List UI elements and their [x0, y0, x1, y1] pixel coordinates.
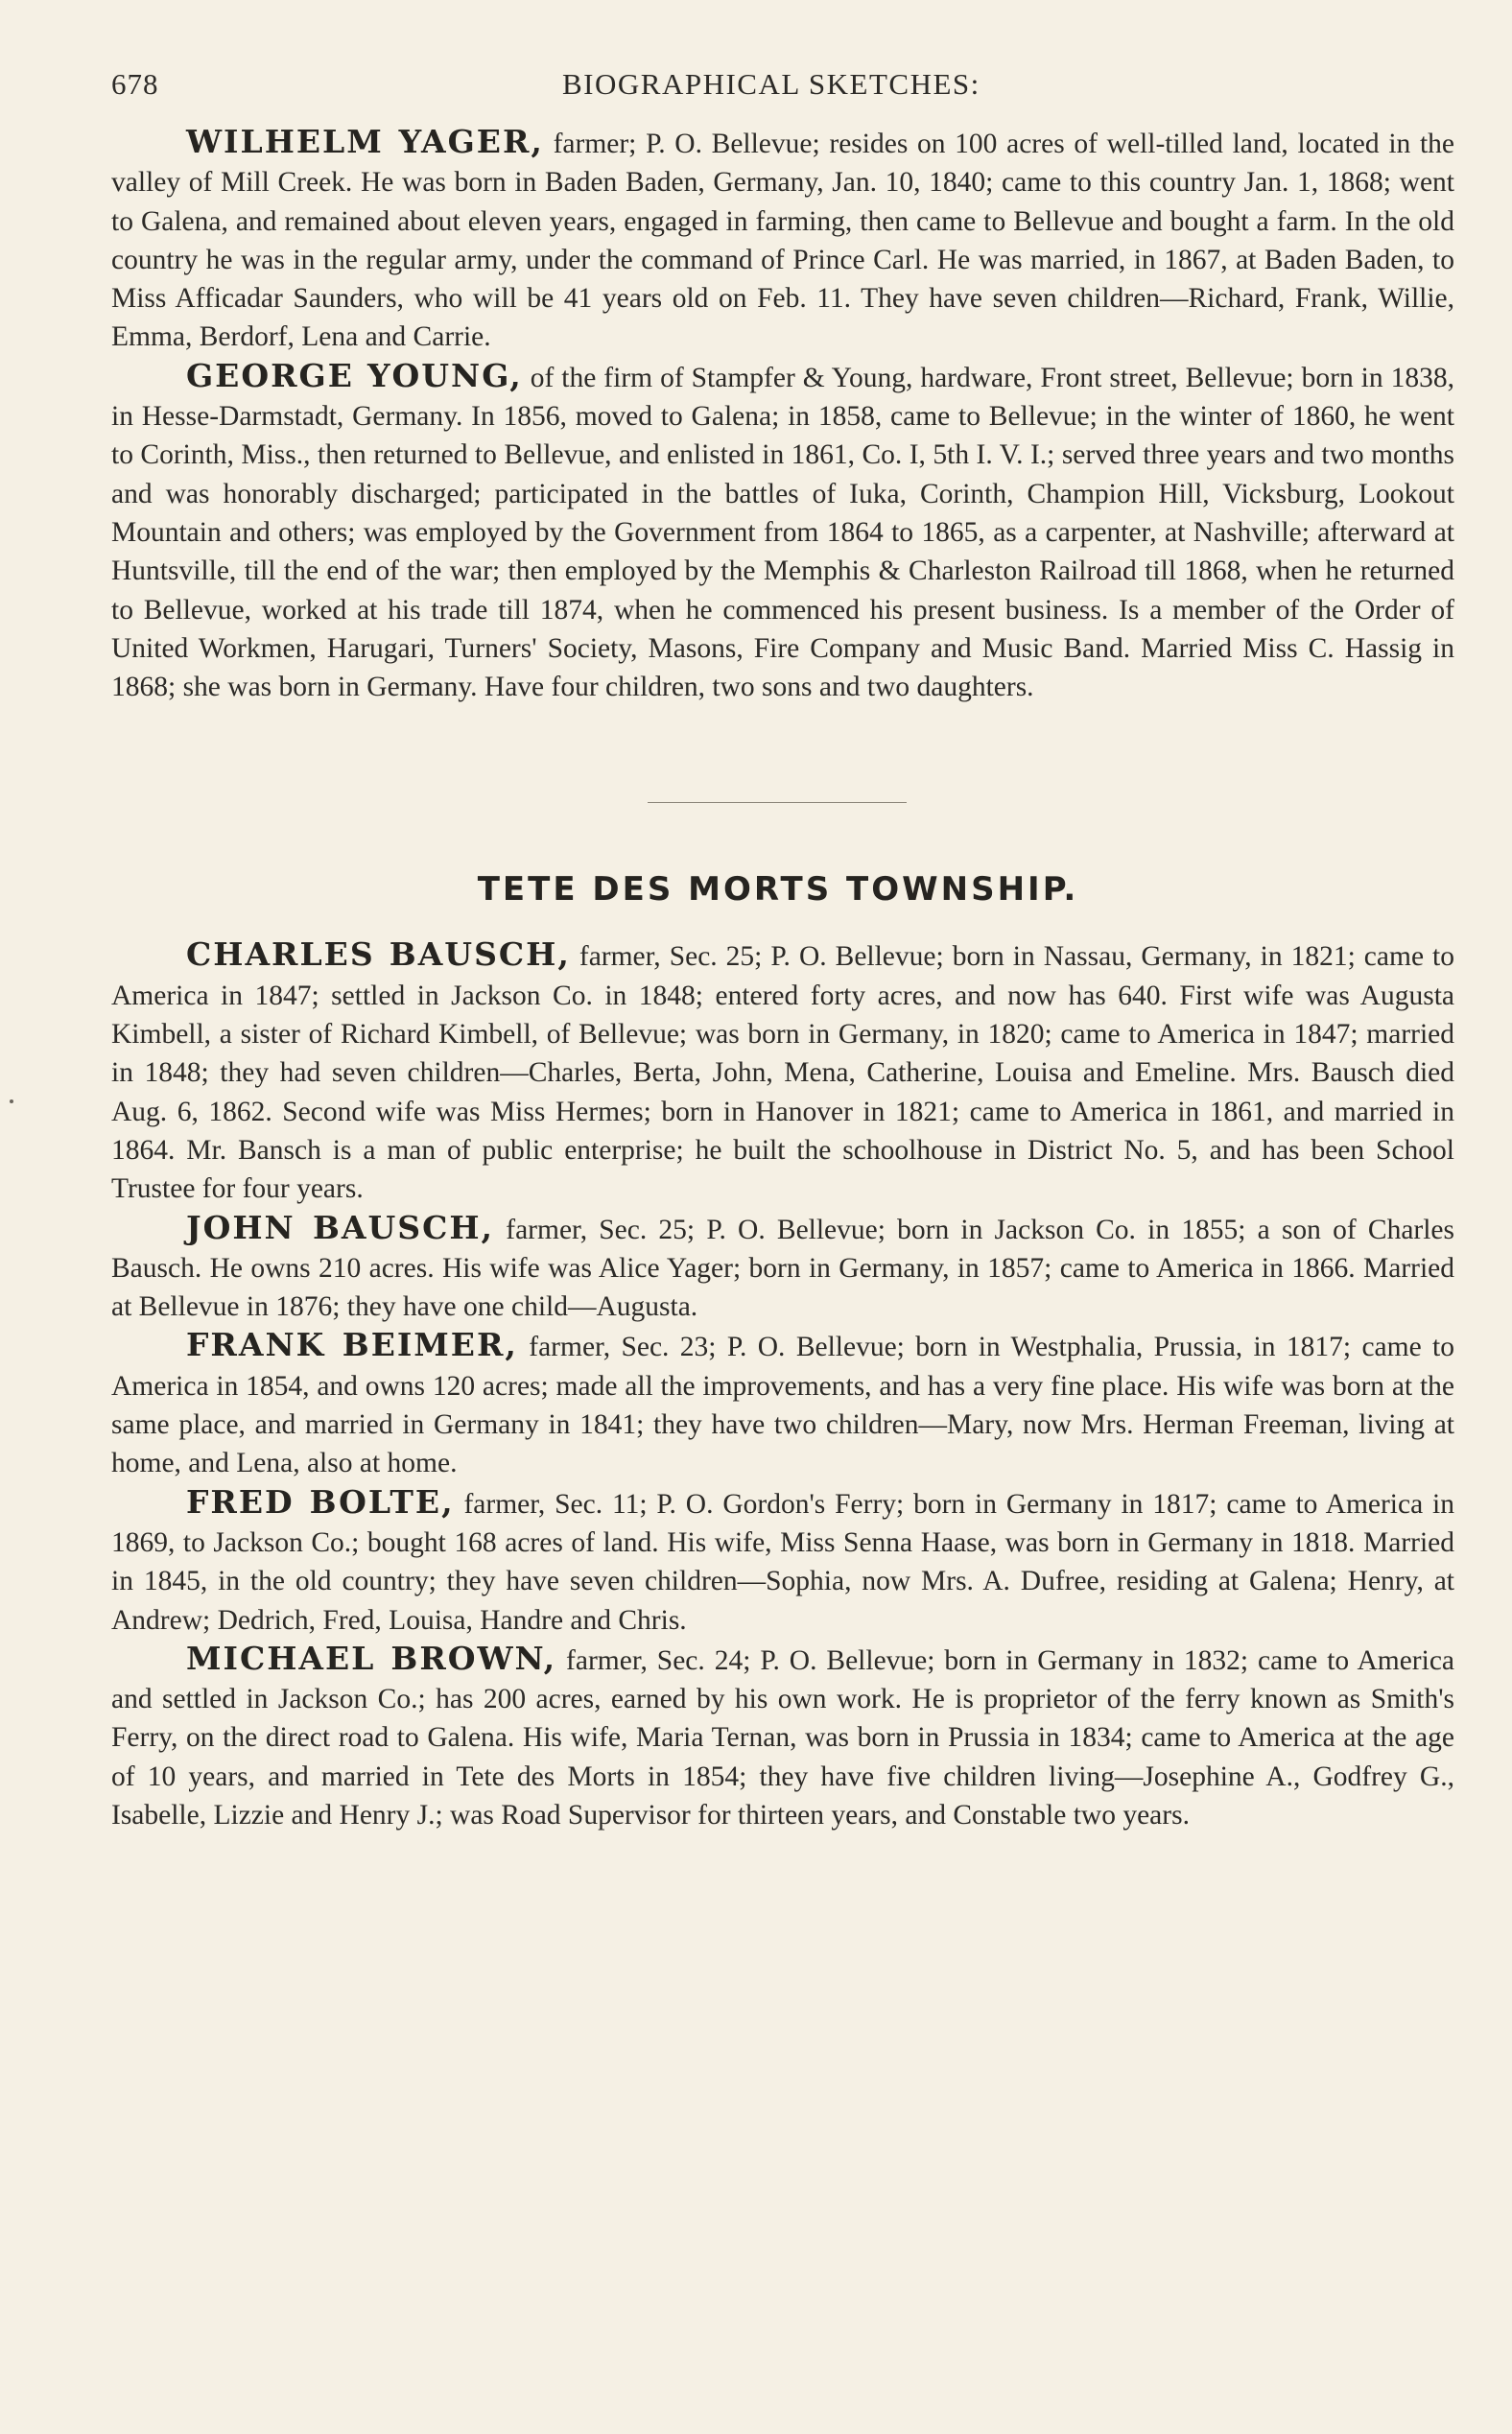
- biography-entry: [111, 1326, 1454, 1482]
- biography-text: farmer, Sec. 24; P. O. Bellevue; born in Germany in 1832; came to America and settled in Jackson Co.; has 200 acres, earned by his own work. He is proprietor of the ferry known as Smith's Ferry, on the direct road to Galena. His wife, Maria Ternan, was born in Prussia in 1834; came to America at the age of 10 years, and married in Tete des Morts in 1854; they have five children living—Josephine A., Godfrey G., Isabelle, Lizzie and Henry J.; was Road Supervisor for thirteen years, and Constable two years.: [111, 1644, 1455, 1831]
- person-name: MICHAEL BROWN,: [186, 1639, 557, 1677]
- book-page: [111, 67, 1454, 1834]
- person-name: FRED BOLTE,: [186, 1482, 455, 1521]
- running-head: [111, 67, 1454, 111]
- biography-entry: [111, 935, 1454, 1208]
- biography-section-2: [111, 935, 1454, 1834]
- biography-text: farmer, Sec. 25; P. O. Bellevue; born in Nassau, Germany, in 1821; came to America in 1847; settled in Jackson Co. in 1848; entered forty acres, and now has 640. First wife was Augusta Kimbell, a sister of Richard Kimbell, of Bellevue; was born in Germany, in 1820; came to America in 1847; married in 1848; they had seven children—Charles, Berta, John, Mena, Catherine, Louisa and Emeline. Mrs. Bausch died Aug. 6, 1862. Second wife was Miss Hermes; born in Hanover in 1821; came to America in 1861, and married in 1864. Mr. Bansch is a man of public enterprise; he built the schoolhouse in District No. 5, and has been School Trustee for four years.: [111, 941, 1455, 1205]
- page-number: 678: [111, 67, 159, 101]
- biography-entry: [111, 1640, 1454, 1834]
- biography-text: farmer, Sec. 11; P. O. Gordon's Ferry; born in Germany in 1817; came to America in 1869, to Jackson Co.; bought 168 acres of land. His wife, Miss Senna Haase, was born in Germany in 1818. Married in 1845, in the old country; they have seven children—Sophia, now Mrs. A. Dufree, residing at Galena; Henry, at Andrew; Dedrich, Fred, Louisa, Handre and Chris.: [111, 1488, 1455, 1636]
- biography-section-1: [111, 123, 1454, 706]
- biography-text: farmer; P. O. Bellevue; resides on 100 acres of well-tilled land, located in the valley of Mill Creek. He was born in Baden Baden, Germany, Jan. 10, 1840; came to this country Jan. 1, 1868; went to Galena, and remained about eleven years, engaged in farming, then came to Bellevue and bought a farm. In the old country he was in the regular army, under the command of Prince Carl. He was married, in 1867, at Baden Baden, to Miss Afficadar Saunders, who will be 41 years old on Feb. 11. They have seven children—Richard, Frank, Willie, Emma, Berdorf, Lena and Carrie.: [111, 129, 1454, 353]
- person-name: WILHELM YAGER,: [186, 123, 544, 160]
- person-name: FRANK BEIMER,: [186, 1326, 518, 1364]
- biography-entry: [111, 123, 1454, 357]
- biography-text: farmer, Sec. 23; P. O. Bellevue; born in Westphalia, Prussia, in 1817; came to America in 1854, and owns 120 acres; made all the improvements, and has a very fine place. His wife was born at the same place, and married in Germany in 1841; they have two children—Mary, now Mrs. Herman Freeman, living at home, and Lena, also at home.: [111, 1332, 1455, 1479]
- biography-entry: [111, 357, 1454, 707]
- person-name: GEORGE YOUNG,: [186, 356, 523, 394]
- person-name: CHARLES BAUSCH,: [186, 935, 571, 974]
- running-title: BIOGRAPHICAL SKETCHES:: [562, 67, 980, 101]
- biography-entry: [111, 1209, 1454, 1327]
- section-heading: TETE DES MORTS TOWNSHIP.: [477, 870, 1079, 910]
- biography-text: of the firm of Stampfer & Young, hardware, Front street, Bellevue; born in 1838, in Hesse-Darmstadt, Germany. In 1856, moved to Galena; in 1858, came to Bellevue; in the winter of 1860, he went to Corinth, Miss., then returned to Bellevue, and enlisted in 1861, Co. I, 5th I. V. I.; served three years and two months and was honorably discharged; participated in the battles of Iuka, Corinth, Champion Hill, Vicksburg, Lookout Mountain and others; was employed by the Government from 1864 to 1865, as a carpenter, at Nashville; afterward at Huntsville, till the end of the war; then employed by the Memphis & Charleston Railroad till 1868, when he returned to Bellevue, worked at his trade till 1874, when he commenced his present business. Is a member of the Order of United Workmen, Harugari, Turners' Society, Masons, Fire Company and Music Band. Married Miss C. Hassig in 1868; she was born in Germany. Have four children, two sons and two daughters.: [111, 362, 1454, 703]
- biography-entry: [111, 1483, 1454, 1640]
- margin-speck: [10, 1099, 13, 1103]
- person-name: JOHN BAUSCH,: [186, 1208, 495, 1246]
- biography-text: farmer, Sec. 25; P. O. Bellevue; born in Jackson Co. in 1855; a son of Charles Bausch. He owns 210 acres. His wife was Alice Yager; born in Germany, in 1857; came to America in 1866. Married at Bellevue in 1876; they have one child—Augusta.: [111, 1214, 1455, 1323]
- section-divider: [648, 802, 907, 803]
